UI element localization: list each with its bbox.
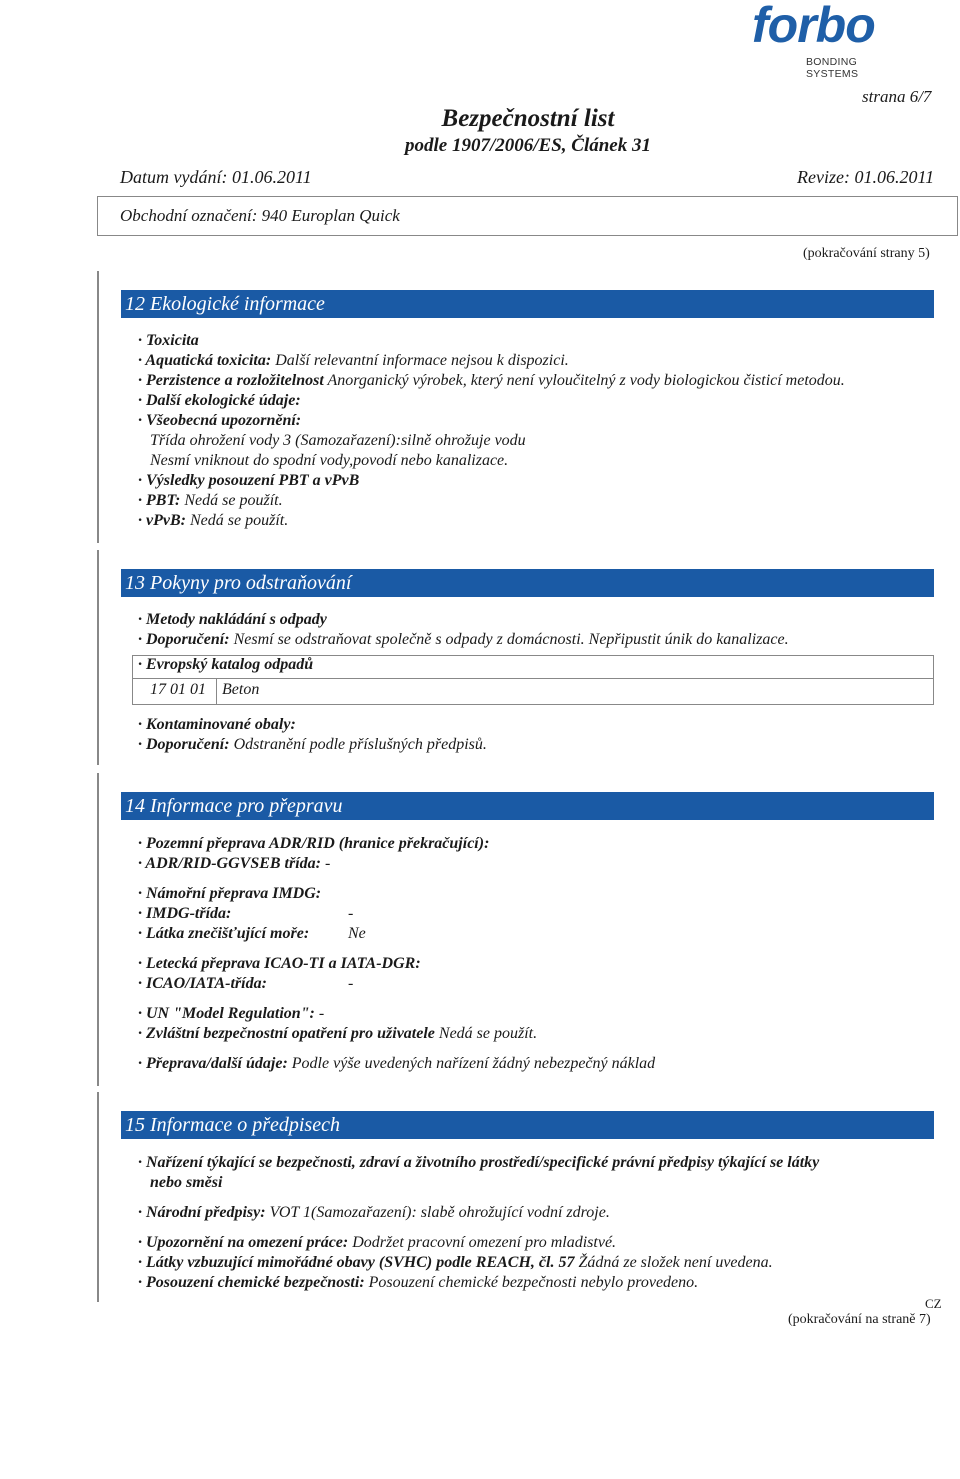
s15-line: · Nařízení týkající se bezpečnosti, zdraví a životního prostředí/specifické právní předpisy týkající se látky — [138, 1154, 820, 1171]
section-14-heading: 14 Informace pro přepravu — [121, 792, 934, 820]
s14-value: - — [348, 905, 354, 922]
s14-line: · IMDG-třída: — [138, 905, 232, 922]
s13-line: · Metody nakládání s odpady — [138, 611, 327, 628]
section-14 — [97, 773, 99, 1086]
s12-line: · PBT: Nedá se použít. — [138, 492, 283, 509]
trade-name: Obchodní označení: 940 Europlan Quick — [120, 206, 400, 225]
s15-line: · Upozornění na omezení práce: Dodržet pracovní omezení pro mladistvé. — [138, 1234, 617, 1251]
section-13 — [97, 550, 99, 765]
s13-line: · Kontaminované obaly: — [138, 716, 296, 733]
s12-line: Třída ohrožení vody 3 (Samozařazení):silně ohrožuje vodu — [150, 432, 526, 449]
waste-catalog-title: · Evropský katalog odpadů — [138, 656, 314, 673]
section-12 — [97, 271, 99, 543]
forbo-logo — [752, 0, 912, 80]
s15-line: nebo směsi — [150, 1174, 223, 1191]
s15-line: · Látky vzbuzující mimořádné obavy (SVHC) podle REACH, čl. 57 Žádná ze složek není uvedena. — [138, 1254, 773, 1271]
waste-table-divider — [132, 678, 934, 679]
s12-line: · Další ekologické údaje: — [138, 392, 301, 409]
s14-line: · Přeprava/další údaje: Podle výše uvedených nařízení žádný nebezpečný náklad — [138, 1055, 656, 1072]
s12-line: · Výsledky posouzení PBT a vPvB — [138, 472, 360, 489]
s14-line: · Námořní přeprava IMDG: — [138, 885, 322, 902]
country-code: CZ — [925, 1296, 942, 1311]
s14-value: - — [348, 975, 354, 992]
page-number: strana 6/7 — [862, 87, 932, 106]
continued-to: (pokračování na straně 7) — [788, 1312, 931, 1327]
s14-line: · Letecká přeprava ICAO-TI a IATA-DGR: — [138, 955, 421, 972]
logo-subtitle: BONDING SYSTEMS — [806, 56, 859, 80]
revision-date: Revize: 01.06.2011 — [797, 167, 935, 187]
s14-line: · Látka znečišťující moře: — [138, 925, 310, 942]
continued-from: (pokračování strany 5) — [803, 246, 930, 261]
document-title: Bezpečnostní list — [441, 105, 615, 132]
s13-line: · Doporučení: Odstranění podle příslušných předpisů. — [138, 736, 487, 753]
s14-line: · Pozemní přeprava ADR/RID (hranice překračující): — [138, 835, 490, 852]
document-subtitle: podle 1907/2006/ES, Článek 31 — [405, 135, 651, 156]
section-12-heading: 12 Ekologické informace — [121, 290, 934, 318]
s14-line: · ICAO/IATA-třída: — [138, 975, 267, 992]
section-15 — [97, 1092, 99, 1302]
s14-value: Ne — [348, 925, 366, 942]
s12-line: · Perzistence a rozložitelnost Anorganický výrobek, který není vyloučitelný z vody biologickou čisticí metodou. — [138, 372, 845, 389]
s13-line: · Doporučení: Nesmí se odstraňovat společně s odpady z domácnosti. Nepřipustit únik do kanalizace. — [138, 631, 789, 648]
logo-brand: forbo — [752, 0, 875, 53]
waste-code-name: Beton — [222, 681, 260, 698]
s12-line: Nesmí vniknout do spodní vody,povodí nebo kanalizace. — [150, 452, 509, 469]
s15-line: · Národní předpisy: VOT 1(Samozařazení): slabě ohrožující vodní zdroje. — [138, 1204, 610, 1221]
s15-line: · Posouzení chemické bezpečnosti: Posouzení chemické bezpečnosti nebylo provedeno. — [138, 1274, 699, 1291]
s14-line: · UN "Model Regulation": - — [138, 1005, 325, 1022]
section-15-heading: 15 Informace o předpisech — [121, 1111, 934, 1139]
s12-line: · Aquatická toxicita: Další relevantní informace nejsou k dispozici. — [138, 352, 569, 369]
section-13-heading: 13 Pokyny pro odstraňování — [121, 569, 934, 597]
waste-code: 17 01 01 — [150, 681, 206, 698]
s12-line: · Toxicita — [138, 332, 199, 349]
issue-date: Datum vydání: 01.06.2011 — [120, 167, 312, 187]
waste-table-column-divider — [216, 679, 217, 705]
s14-line: · ADR/RID-GGVSEB třída: - — [138, 855, 331, 872]
s12-line: · vPvB: Nedá se použít. — [138, 512, 289, 529]
s14-line: · Zvláštní bezpečnostní opatření pro uživatele Nedá se použít. — [138, 1025, 538, 1042]
s12-line: · Všeobecná upozornění: — [138, 412, 302, 429]
